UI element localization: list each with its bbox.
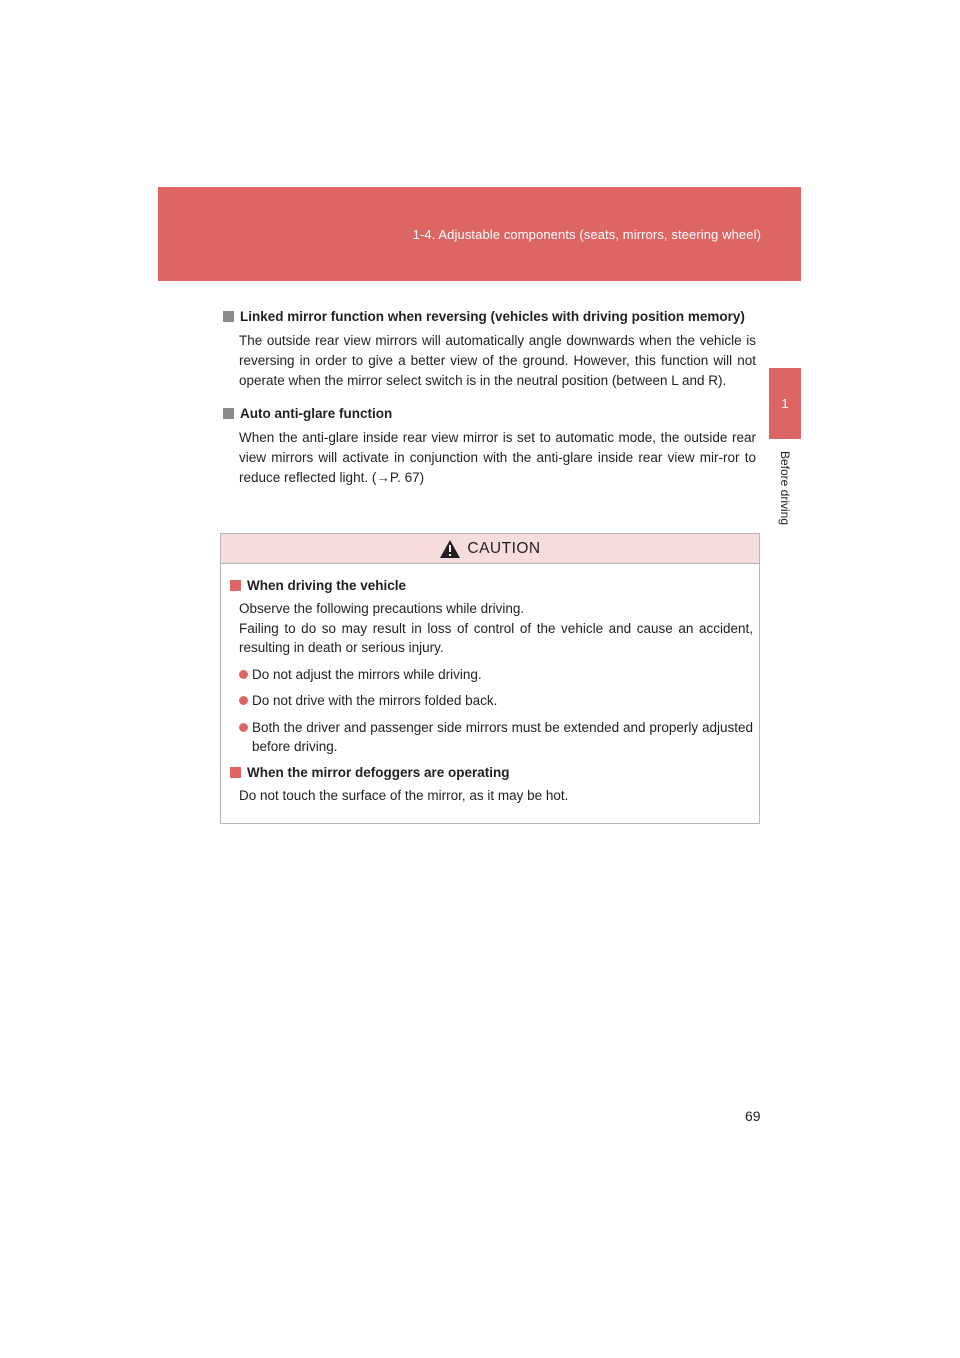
square-bullet-icon [230,580,241,591]
round-bullet-icon [239,670,248,679]
caution-bullet-text: Both the driver and passenger side mirrors must be extended and properly adjusted before driving. [252,719,753,754]
round-bullet-icon [239,696,248,705]
caution-header [221,534,759,564]
section-heading: Linked mirror function when reversing (vehicles with driving position memory) [240,309,745,324]
section-heading: Auto anti-glare function [240,406,393,421]
section-text: When the anti-glare inside rear view mirror is set to automatic mode, the outside rear view mirrors will activate in conjunction with the anti-glare inside rear view mir-ror to reduce reflected light. (→P. 67) [239,430,756,485]
caution-text [239,599,753,658]
section-title: 1-4. Adjustable components (seats, mirrors, steering wheel) [412,227,761,242]
caution-bullet [239,691,753,711]
warning-triangle-icon [439,539,461,559]
caution-text: Do not touch the surface of the mirror, as it may be hot. [239,787,569,803]
caution-heading: When driving the vehicle [247,578,407,593]
caution-bullet-text: Do not drive with the mirrors folded back. [252,693,498,708]
section-text: The outside rear view mirrors will automatically angle downwards when the vehicle is reversing in order to give a better view of the ground. However, this function will not operate when the mirror select switch is in the neutral position (between L and R). [239,333,756,388]
caution-line: Observe the following precautions while driving. Failing to do so may result in loss of control of the vehicle and cause an accident, resulting in death or serious injury. [239,601,753,655]
section-anti-glare [222,405,756,488]
square-bullet-icon [223,311,234,322]
chapter-label: Before driving [778,450,792,526]
caution-heading: When the mirror defoggers are operating [247,764,510,780]
section-linked-mirror [222,308,756,391]
round-bullet-icon [239,723,248,732]
chapter-tab [769,368,801,439]
header-band [158,187,801,281]
square-bullet-icon [230,767,241,778]
caution-section-driving [229,577,753,757]
square-bullet-icon [223,408,234,419]
page-number: 69 [745,1108,761,1124]
main-content [222,308,756,502]
caution-bullet [239,718,753,757]
chapter-number: 1 [781,396,789,411]
caution-bullet [239,665,753,685]
caution-box [220,533,760,824]
caution-bullet-text: Do not adjust the mirrors while driving. [252,666,482,682]
caution-title: CAUTION [467,539,541,557]
caution-section-defoggers [229,764,753,806]
